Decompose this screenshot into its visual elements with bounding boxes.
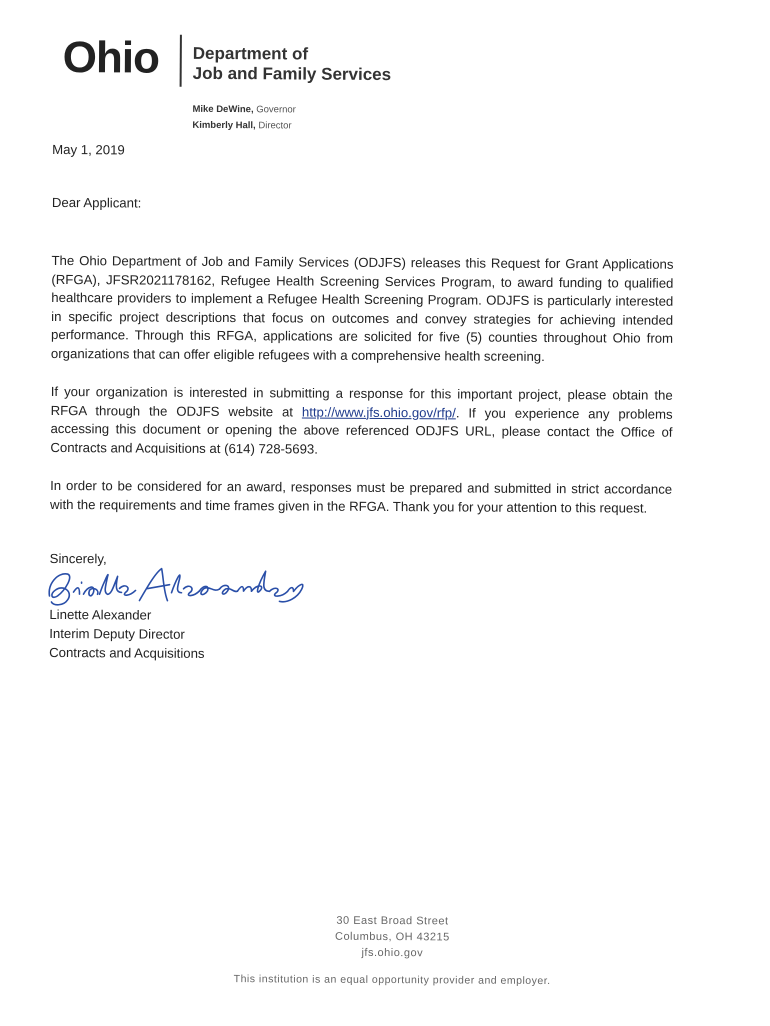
signer-name: Linette Alexander xyxy=(49,606,152,623)
paragraph-3: In order to be considered for an award, responses must be prepared and submitted in strict accordance with the requirements and time frames given in the RFGA. Thank you for your attention to this request. xyxy=(49,477,673,516)
footer-city-state-zip: Columbus, OH 43215 xyxy=(334,930,450,944)
governor-title: Governor xyxy=(256,104,296,116)
signer-department: Contracts and Acquisitions xyxy=(49,644,205,661)
director-title: Director xyxy=(258,120,292,132)
signer-title: Interim Deputy Director xyxy=(49,625,185,642)
governor-name: Mike DeWine, xyxy=(192,103,254,116)
department-name-line2: Job and Family Services xyxy=(192,63,392,85)
letter-date: May 1, 2019 xyxy=(52,141,125,158)
governor-line xyxy=(192,105,295,115)
department-name-line1: Department of xyxy=(192,43,309,64)
footer-street-address: 30 East Broad Street xyxy=(336,914,449,928)
director-line xyxy=(192,121,291,131)
footer-website: jfs.ohio.gov xyxy=(361,946,424,960)
paragraph-2-intro: If your organization is interested in submitting a response for this important project, please obtain the RFGA through the ODJFS website at xyxy=(50,383,673,419)
director-name: Kimberly Hall, xyxy=(192,119,256,132)
paragraph-1: The Ohio Department of Job and Family Services (ODJFS) releases this Request for Grant Applications (RFGA), JFSR2021178162, Refugee Health Screening Services Program, to award funding to qualified healthcare providers to implement a Refugee Health Screening Program. ODJFS is particularly interested in specific project descriptions that focus on outcomes and convey strategies for achieving intended performance. Through this RFGA, applications are solicited for five (5) counties throughout Ohio from organizations that can offer eligible refugees with a comprehensive health screening. xyxy=(50,252,674,364)
paragraph-2-rest: . If you experience any problems accessing this document or opening the above referenced ODJFS URL, please contact the Office of Contracts and Acquisitions at (614) 728-5693. xyxy=(50,404,673,457)
paragraph-2 xyxy=(50,383,672,461)
rfp-website-link[interactable]: http://www.jfs.ohio.gov/rfp/ xyxy=(301,403,456,420)
footer-equal-opportunity: This institution is an equal opportunity provider and employer. xyxy=(233,973,551,988)
salutation: Dear Applicant: xyxy=(51,194,142,211)
closing: Sincerely, xyxy=(49,550,107,567)
letterhead-divider xyxy=(180,35,182,87)
ohio-logo: Ohio xyxy=(62,33,160,83)
